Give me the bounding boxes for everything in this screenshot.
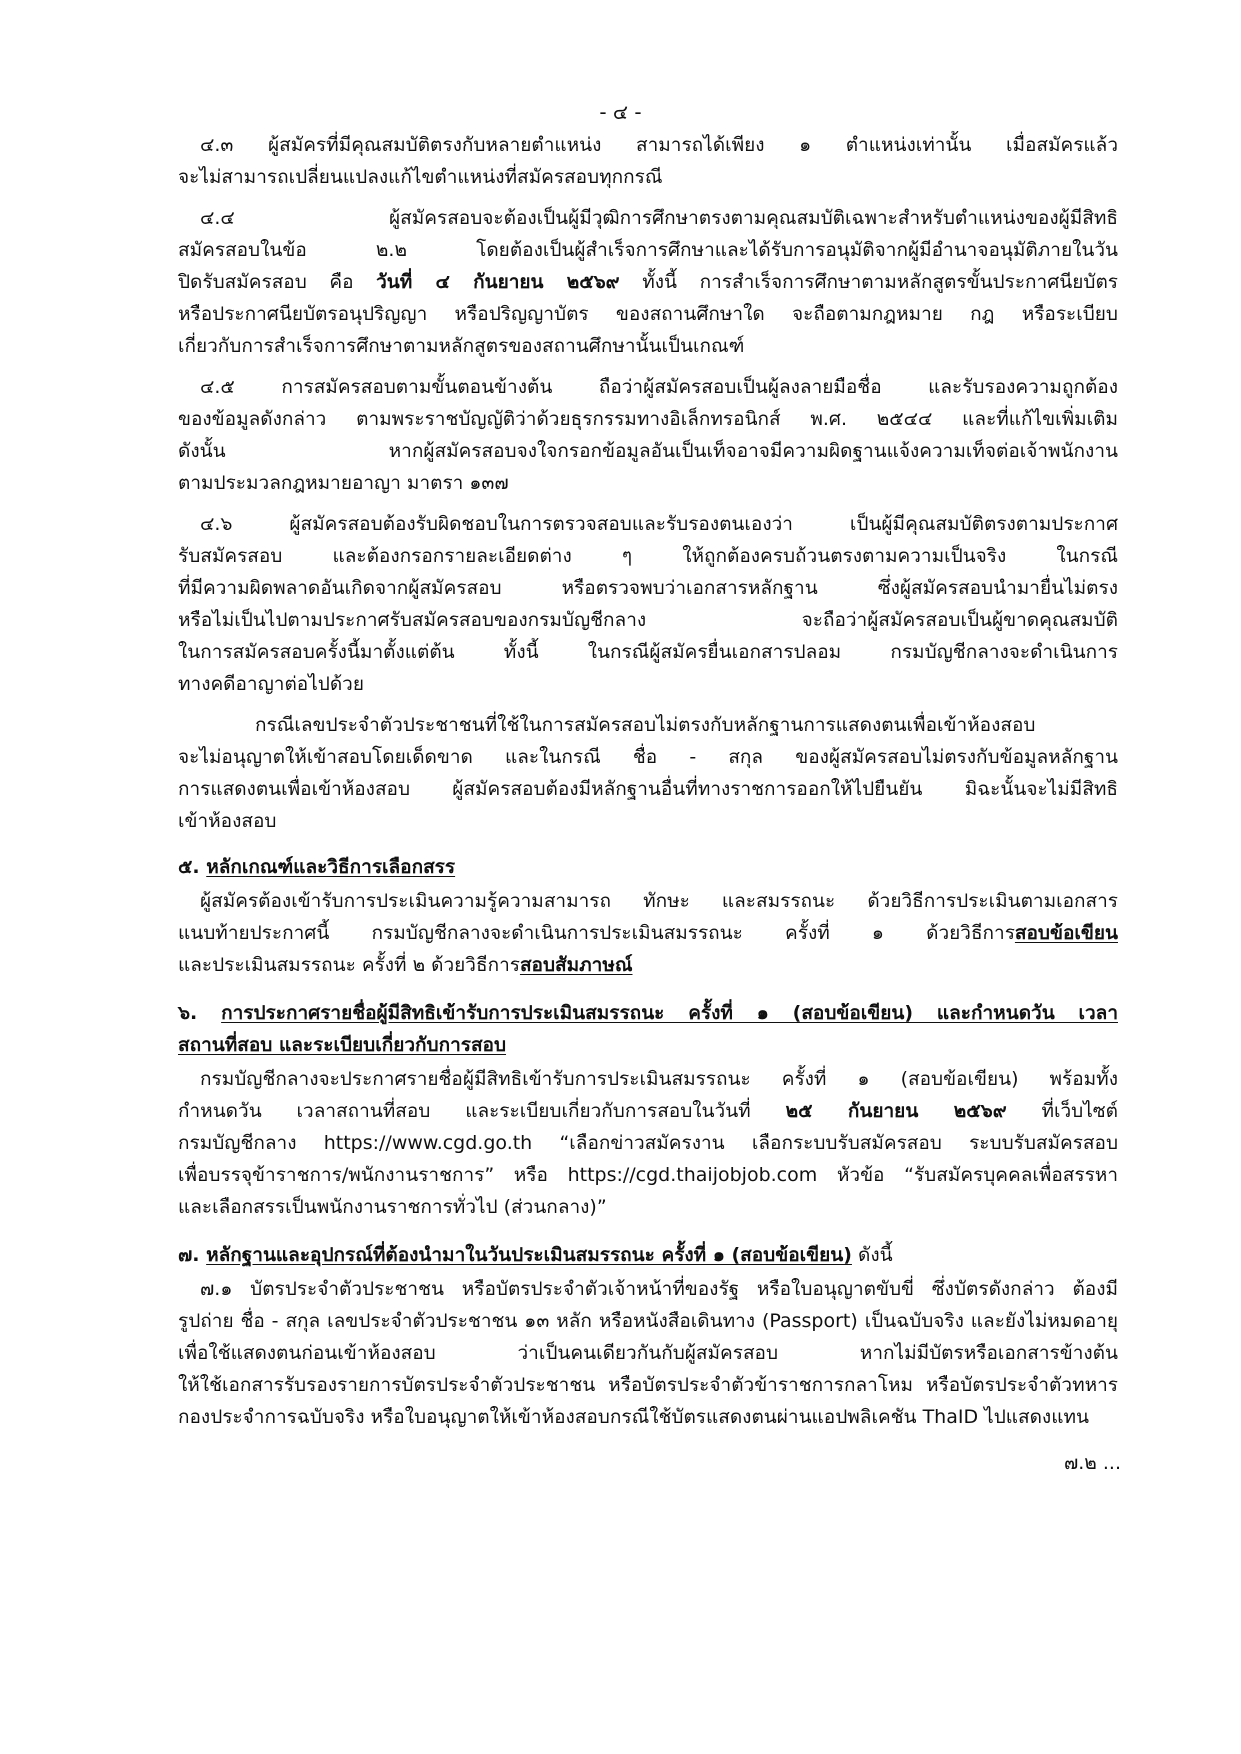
para-4-6-line-1: ๔.๖ ผู้สมัครสอบต้องรับผิดชอบในการตรวจสอบและรับรองตนเองว่า เป็นผู้มีคุณสมบัติตรงตามประกาศ <box>200 513 1118 535</box>
section-6-line-4: เพื่อบรรจุข้าราชการ/พนักงานราชการ” หรือ https://cgd.thaijobjob.com หัวข้อ “รับสมัครบุคคลเพื่อสรรหา <box>178 1164 1118 1186</box>
para-4-5-line-2: ของข้อมูลดังกล่าว ตามพระราชบัญญัติว่าด้วยธุรกรรมทางอิเล็กทรอนิกส์ พ.ศ. ๒๕๔๔ และที่แก้ไขเพิ่มเติม <box>178 408 1118 430</box>
section-7-line-4: ให้ใช้เอกสารรับรองรายการบัตรประจำตัวประชาชน หรือบัตรประจำตัวข้าราชการกลาโหม หรือบัตรประจำตัวทหาร <box>178 1374 1118 1396</box>
announce-date: ๒๕ กันยายน ๒๕๖๙ <box>785 1100 1007 1122</box>
para-id-line-4: เข้าห้องสอบ <box>178 810 277 832</box>
para-4-5-line-3: ดังนั้น หากผู้สมัครสอบจงใจกรอกข้อมูลอันเป็นเท็จอาจมีความผิดฐานแจ้งความเท็จต่อเจ้าพนักงาน <box>178 440 1118 462</box>
para-4-4-line-1: ๔.๔ ผู้สมัครสอบจะต้องเป็นผู้มีวุฒิการศึกษาตรงตามคุณสมบัติเฉพาะสำหรับตำแหน่งของผู้มีสิทธิ <box>200 207 1118 229</box>
section-6-line-2: กำหนดวัน เวลาสถานที่สอบ และระเบียบเกี่ยวกับการสอบในวันที่ ๒๕ กันยายน ๒๕๖๙ ที่เว็บไซต์ <box>178 1100 1118 1122</box>
section-6-line-5: และเลือกสรรเป็นพนักงานราชการทั่วไป (ส่วนกลาง)” <box>178 1196 607 1218</box>
para-4-6-line-5: ในการสมัครสอบครั้งนี้มาตั้งแต่ต้น ทั้งนี้ ในกรณีผู้สมัครยื่นเอกสารปลอม กรมบัญชีกลางจะดำเนินการ <box>178 641 1118 663</box>
para-4-6-line-6: ทางคดีอาญาต่อไปด้วย <box>178 673 364 695</box>
para-4-4-line-2: สมัครสอบในข้อ ๒.๒ โดยต้องเป็นผู้สำเร็จการศึกษาและได้รับการอนุมัติจากผู้มีอำนาจอนุมัติภายในวัน <box>178 239 1118 261</box>
continuation-marker: ๗.๒ ... <box>1063 1452 1121 1474</box>
para-4-5-line-1: ๔.๕ การสมัครสอบตามขั้นตอนข้างต้น ถือว่าผู้สมัครสอบเป็นผู้ลงลายมือชื่อ และรับรองความถูกต้อง <box>200 376 1118 398</box>
para-4-4-line-4: หรือประกาศนียบัตรอนุปริญญา หรือปริญญาบัตร ของสถานศึกษาใด จะถือตามกฎหมาย กฎ หรือระเบียบ <box>178 303 1118 325</box>
section-7-heading: ๗. หลักฐานและอุปกรณ์ที่ต้องนำมาในวันประเมินสมรรถนะ ครั้งที่ ๑ (สอบข้อเขียน) ดังนี้ <box>178 1244 893 1266</box>
para-4-3-line-1: ๔.๓ ผู้สมัครที่มีคุณสมบัติตรงกับหลายตำแหน่ง สามารถได้เพียง ๑ ตำแหน่งเท่านั้น เมื่อสมัครแล้ว <box>200 134 1118 156</box>
section-6-heading-line-1: ๖. การประกาศรายชื่อผู้มีสิทธิเข้ารับการประเมินสมรรถนะ ครั้งที่ ๑ (สอบข้อเขียน) และกำหนดวัน เวลา <box>178 1002 1118 1024</box>
section-7-line-3: เพื่อใช้แสดงตนก่อนเข้าห้องสอบ ว่าเป็นคนเดียวกันกับผู้สมัครสอบ หากไม่มีบัตรหรือเอกสารข้างต้น <box>178 1342 1118 1364</box>
section-5-line-3: และประเมินสมรรถนะ ครั้งที่ ๒ ด้วยวิธีการสอบสัมภาษณ์ <box>178 954 633 976</box>
close-date: วันที่ ๔ กันยายน ๒๕๖๙ <box>376 271 620 293</box>
para-4-4-line-3: ปิดรับสมัครสอบ คือ วันที่ ๔ กันยายน ๒๕๖๙ ทั้งนี้ การสำเร็จการศึกษาตามหลักสูตรขั้นประกาศนียบัตร <box>178 271 1118 293</box>
section-6-heading-line-2: สถานที่สอบ และระเบียบเกี่ยวกับการสอบ <box>178 1034 507 1056</box>
para-id-line-1: กรณีเลขประจำตัวประชาชนที่ใช้ในการสมัครสอบไม่ตรงกับหลักฐานการแสดงตนเพื่อเข้าห้องสอบ <box>255 714 1036 736</box>
written-exam-label: สอบข้อเขียน <box>1014 922 1118 944</box>
section-5-line-2: แนบท้ายประกาศนี้ กรมบัญชีกลางจะดำเนินการประเมินสมรรถนะ ครั้งที่ ๑ ด้วยวิธีการสอบข้อเขียน <box>178 922 1118 944</box>
para-id-line-3: การแสดงตนเพื่อเข้าห้องสอบ ผู้สมัครสอบต้องมีหลักฐานอื่นที่ทางราชการออกให้ไปยืนยัน มิฉะนั้นจะไม่มีสิทธิ <box>178 778 1118 800</box>
section-5-line-1: ผู้สมัครต้องเข้ารับการประเมินความรู้ความสามารถ ทักษะ และสมรรถนะ ด้วยวิธีการประเมินตามเอกสาร <box>200 890 1118 912</box>
interview-label: สอบสัมภาษณ์ <box>519 954 633 976</box>
page-number: - ๔ - <box>599 100 642 124</box>
para-4-5-line-4: ตามประมวลกฎหมายอาญา มาตรา ๑๓๗ <box>178 472 509 494</box>
para-4-6-line-3: ที่มีความผิดพลาดอันเกิดจากผู้สมัครสอบ หรือตรวจพบว่าเอกสารหลักฐาน ซึ่งผู้สมัครสอบนำมายื่นไม่ตรง <box>178 577 1118 599</box>
section-7-line-1: ๗.๑ บัตรประจำตัวประชาชน หรือบัตรประจำตัวเจ้าหน้าที่ของรัฐ หรือใบอนุญาตขับขี่ ซึ่งบัตรดังกล่าว ต้องมี <box>200 1278 1118 1300</box>
para-4-4-line-5: เกี่ยวกับการสำเร็จการศึกษาตามหลักสูตรของสถานศึกษานั้นเป็นเกณฑ์ <box>178 335 745 357</box>
section-7-line-2: รูปถ่าย ชื่อ - สกุล เลขประจำตัวประชาชน ๑๓ หลัก หรือหนังสือเดินทาง (Passport) เป็นฉบับจริง และยังไม่หมดอายุ <box>178 1310 1118 1332</box>
section-7-line-5: กองประจำการฉบับจริง หรือใบอนุญาตให้เข้าห้องสอบกรณีใช้บัตรแสดงตนผ่านแอปพลิเคชัน ThaID ไปแสดงแทน <box>178 1406 1089 1428</box>
para-4-6-line-2: รับสมัครสอบ และต้องกรอกรายละเอียดต่าง ๆ ให้ถูกต้องครบถ้วนตรงตามความเป็นจริง ในกรณี <box>178 545 1118 567</box>
section-6-line-1: กรมบัญชีกลางจะประกาศรายชื่อผู้มีสิทธิเข้ารับการประเมินสมรรถนะ ครั้งที่ ๑ (สอบข้อเขียน) พร้อมทั้ง <box>200 1068 1118 1090</box>
para-4-3-line-2: จะไม่สามารถเปลี่ยนแปลงแก้ไขตำแหน่งที่สมัครสอบทุกกรณี <box>178 166 663 188</box>
para-id-line-2: จะไม่อนุญาตให้เข้าสอบโดยเด็ดขาด และในกรณี ชื่อ - สกุล ของผู้สมัครสอบไม่ตรงกับข้อมูลหลักฐาน <box>178 746 1118 768</box>
para-4-6-line-4: หรือไม่เป็นไปตามประกาศรับสมัครสอบของกรมบัญชีกลาง จะถือว่าผู้สมัครสอบเป็นผู้ขาดคุณสมบัติ <box>178 609 1118 631</box>
section-5-heading: ๕. หลักเกณฑ์และวิธีการเลือกสรร <box>178 856 456 878</box>
section-6-line-3: กรมบัญชีกลาง https://www.cgd.go.th “เลือกข่าวสมัครงาน เลือกระบบรับสมัครสอบ ระบบรับสมัครสอบ <box>178 1132 1118 1154</box>
